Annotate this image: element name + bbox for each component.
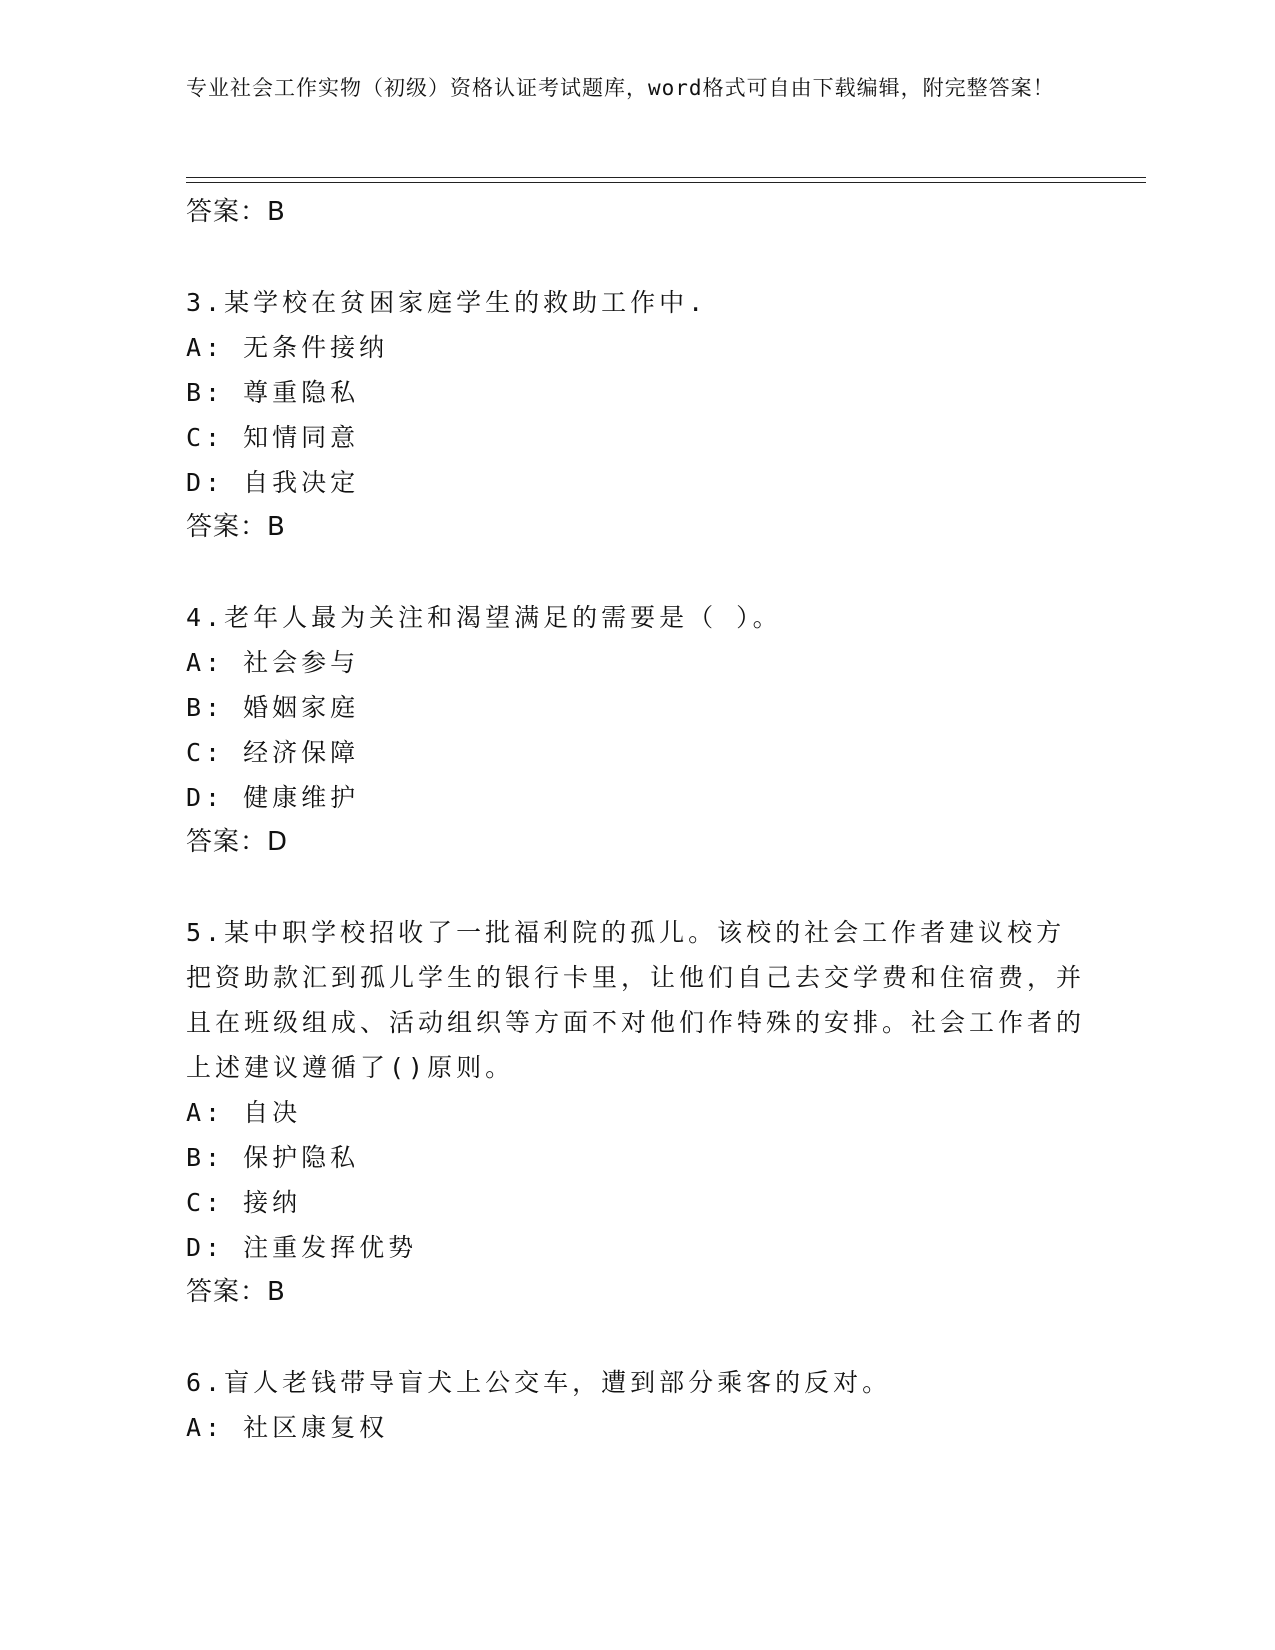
option-b: B: 婚姻家庭 [186, 693, 360, 722]
option-d: D: 健康维护 [186, 783, 360, 812]
option-c: C: 接纳 [186, 1188, 302, 1217]
option-a: A: 社会参与 [186, 648, 360, 677]
question-5 [186, 910, 1086, 1315]
header-divider-top [186, 177, 1146, 178]
option-c: C: 经济保障 [186, 738, 360, 767]
option-a: A: 无条件接纳 [186, 333, 389, 362]
question-3 [186, 280, 1086, 550]
option-a: A: 社区康复权 [186, 1413, 389, 1442]
option-d: D: 自我决定 [186, 468, 360, 497]
question-4 [186, 595, 1086, 865]
option-a: A: 自决 [186, 1098, 302, 1127]
question-list [186, 190, 1086, 1450]
option-b: B: 保护隐私 [186, 1143, 360, 1172]
question-stem: 4.老年人最为关注和渴望满足的需要是（ ）。 [186, 603, 782, 632]
answer-line: 答案：B [186, 197, 286, 227]
question-6 [186, 1360, 1086, 1450]
question-stem: 5.某中职学校招收了一批福利院的孤儿。该校的社会工作者建议校方把资助款汇到孤儿学生的银行卡里，让他们自己去交学费和住宿费，并且在班级组成、活动组织等方面不对他们作特殊的安排。社会工作者的上述建议遵循了()原则。 [186, 918, 1086, 1082]
option-d: D: 注重发挥优势 [186, 1233, 418, 1262]
answer-line: 答案：B [186, 512, 286, 542]
header-text: 专业社会工作实物（初级）资格认证考试题库，word格式可自由下载编辑，附完整答案！ [186, 76, 1055, 100]
option-c: C: 知情同意 [186, 423, 360, 452]
question-stem: 6.盲人老钱带导盲犬上公交车，遭到部分乘客的反对。 [186, 1368, 892, 1397]
document-header [186, 72, 1066, 104]
header-divider-bottom [186, 182, 1146, 183]
question-stem: 3.某学校在贫困家庭学生的救助工作中. [186, 288, 708, 317]
answer-line: 答案：B [186, 1277, 286, 1307]
answer-line: 答案：D [186, 827, 289, 857]
option-b: B: 尊重隐私 [186, 378, 360, 407]
